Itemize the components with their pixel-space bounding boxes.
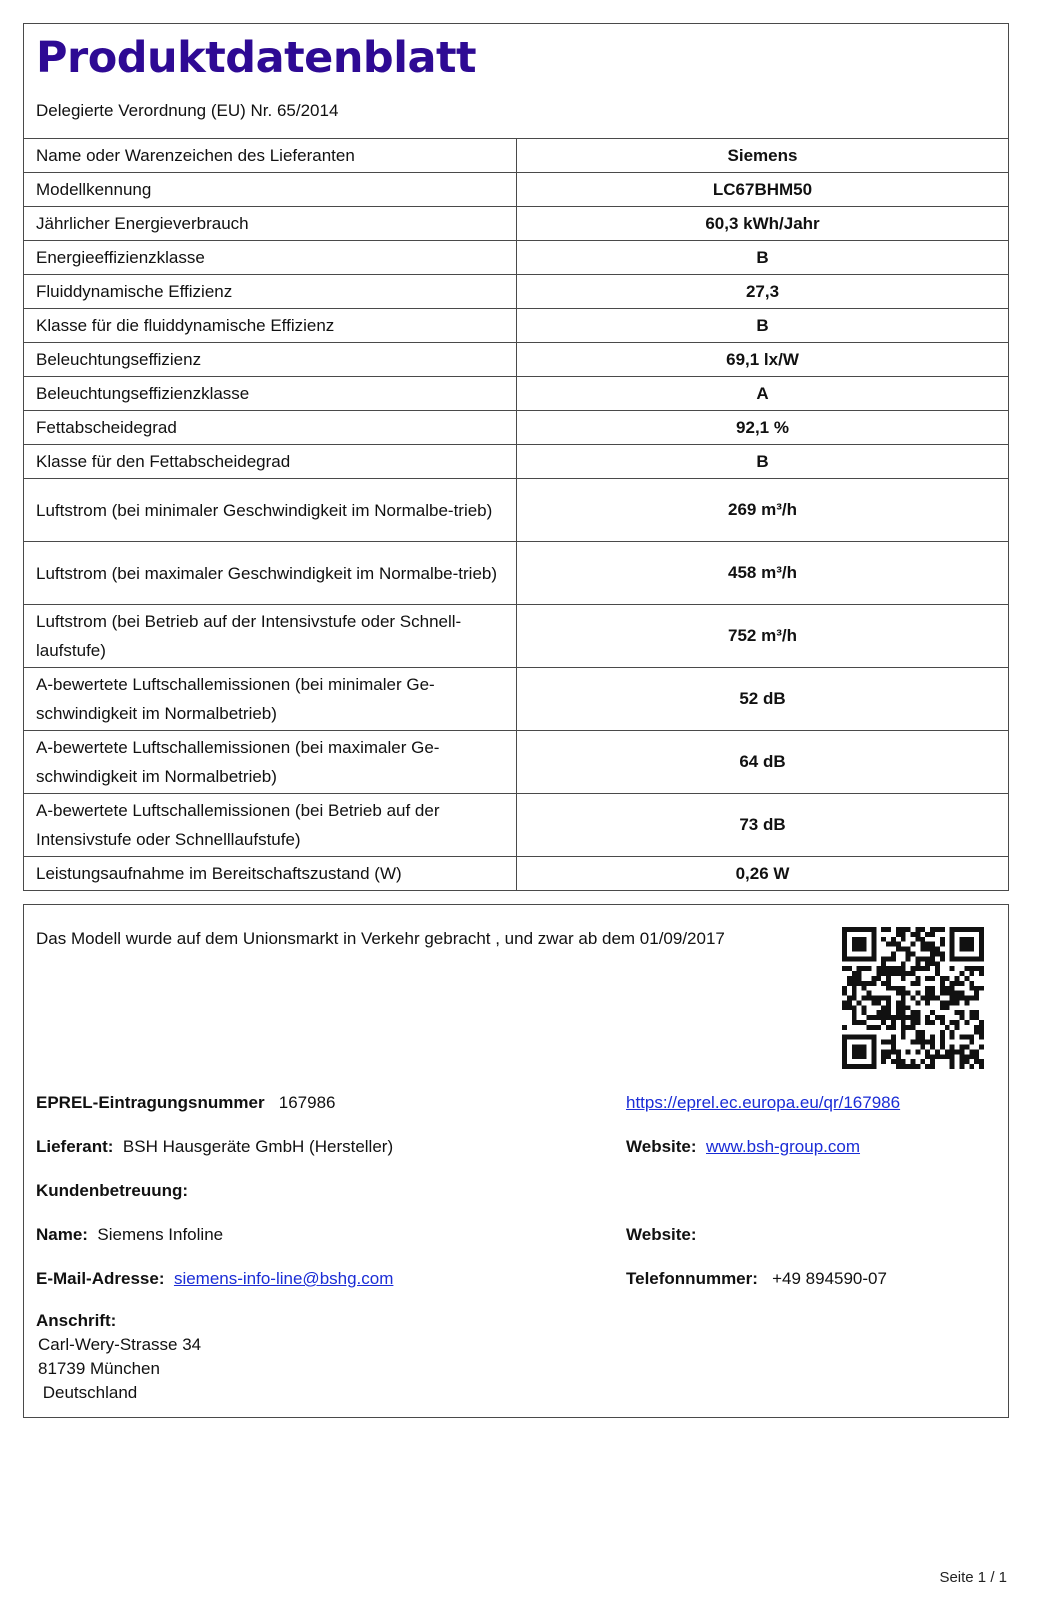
- spec-value: 92,1 %: [517, 411, 1009, 445]
- spec-value: A: [517, 377, 1009, 411]
- email-label: E-Mail-Adresse:: [36, 1269, 165, 1288]
- spec-row: [24, 139, 1008, 173]
- market-date-text: Das Modell wurde auf dem Unionsmarkt in Verkehr gebracht , und zwar ab dem 01/09/2017: [36, 929, 725, 948]
- spec-label: Klasse für die fluiddynamische Effizienz: [24, 309, 517, 343]
- spec-value: 752 m³/h: [517, 605, 1009, 668]
- product-datasheet-panel: [23, 23, 1009, 891]
- spec-value: 52 dB: [517, 668, 1009, 731]
- spec-value: 269 m³/h: [517, 479, 1009, 542]
- qr-code-icon[interactable]: [842, 927, 984, 1069]
- cs-website-row: [626, 1225, 697, 1245]
- spec-value: 73 dB: [517, 794, 1009, 857]
- cs-name-label: Name:: [36, 1225, 88, 1244]
- website-label: Website:: [626, 1137, 697, 1156]
- eprel-number: 167986: [278, 1093, 336, 1112]
- supplier-row: [36, 1137, 393, 1157]
- spec-row: [24, 343, 1008, 377]
- spec-label: A-bewertete Luftschallemissionen (bei maximaler Ge-schwindigkeit im Normalbetrieb): [24, 731, 517, 794]
- eprel-url-row: [626, 1093, 900, 1113]
- customer-service-heading: [36, 1181, 188, 1201]
- website-link[interactable]: www.bsh-group.com: [706, 1137, 861, 1156]
- spec-row: [24, 857, 1008, 891]
- address-line: Carl-Wery-Strasse 34: [38, 1335, 202, 1354]
- spec-label: Leistungsaufnahme im Bereitschaftszustand (W): [24, 857, 517, 891]
- spec-row: [24, 479, 1008, 542]
- spec-label: Fluiddynamische Effizienz: [24, 275, 517, 309]
- spec-value: 60,3 kWh/Jahr: [517, 207, 1009, 241]
- spec-label: Beleuchtungseffizienzklasse: [24, 377, 517, 411]
- phone-value: +49 894590-07: [772, 1269, 887, 1288]
- spec-label: Luftstrom (bei Betrieb auf der Intensivstufe oder Schnell-laufstufe): [24, 605, 517, 668]
- spec-label: Energieeffizienzklasse: [24, 241, 517, 275]
- spec-row: [24, 542, 1008, 605]
- spec-value: 458 m³/h: [517, 542, 1009, 605]
- spec-row: [24, 309, 1008, 343]
- spec-row: [24, 445, 1008, 479]
- spec-label: Beleuchtungseffizienz: [24, 343, 517, 377]
- spec-label: Klasse für den Fettabscheidegrad: [24, 445, 517, 479]
- website-row: [626, 1137, 860, 1157]
- phone-label: Telefonnummer:: [626, 1269, 758, 1288]
- address-line: 81739 München: [38, 1359, 160, 1378]
- cs-name-value: Siemens Infoline: [97, 1225, 224, 1244]
- address-block: [36, 1309, 201, 1405]
- phone-row: [626, 1269, 887, 1289]
- address-line: Deutschland: [38, 1383, 138, 1402]
- customer-service-label: Kundenbetreuung:: [36, 1181, 189, 1200]
- regulation-subtitle: Delegierte Verordnung (EU) Nr. 65/2014: [36, 101, 339, 120]
- spec-label: Name oder Warenzeichen des Lieferanten: [24, 139, 517, 173]
- spec-label: Luftstrom (bei minimaler Geschwindigkeit im Normalbe-trieb): [24, 479, 517, 542]
- spec-label: Luftstrom (bei maximaler Geschwindigkeit im Normalbe-trieb): [24, 542, 517, 605]
- spec-label: Modellkennung: [24, 173, 517, 207]
- spec-label: Fettabscheidegrad: [24, 411, 517, 445]
- spec-table: [24, 138, 1008, 891]
- spec-value: B: [517, 241, 1009, 275]
- spec-label: Jährlicher Energieverbrauch: [24, 207, 517, 241]
- cs-website-label: Website:: [626, 1225, 697, 1244]
- page-title: Produktdatenblatt: [36, 33, 477, 83]
- spec-label: A-bewertete Luftschallemissionen (bei minimaler Ge-schwindigkeit im Normalbetrieb): [24, 668, 517, 731]
- spec-row: [24, 668, 1008, 731]
- spec-value: 64 dB: [517, 731, 1009, 794]
- spec-row: [24, 411, 1008, 445]
- address-label: Anschrift:: [36, 1311, 117, 1330]
- spec-label: A-bewertete Luftschallemissionen (bei Betrieb auf der Intensivstufe oder Schnelllaufstufe): [24, 794, 517, 857]
- email-link[interactable]: siemens-info-line@bshg.com: [173, 1269, 394, 1288]
- spec-value: LC67BHM50: [517, 173, 1009, 207]
- eprel-url-link[interactable]: https://eprel.ec.europa.eu/qr/167986: [626, 1093, 901, 1112]
- spec-row: [24, 377, 1008, 411]
- email-row: [36, 1269, 393, 1289]
- spec-value: Siemens: [517, 139, 1009, 173]
- spec-value: 27,3: [517, 275, 1009, 309]
- eprel-label: EPREL-Eintragungsnummer: [36, 1093, 265, 1112]
- supplier-label: Lieferant:: [36, 1137, 114, 1156]
- spec-row: [24, 275, 1008, 309]
- spec-row: [24, 173, 1008, 207]
- spec-row: [24, 794, 1008, 857]
- spec-value: B: [517, 445, 1009, 479]
- spec-value: 69,1 lx/W: [517, 343, 1009, 377]
- page-number: Seite 1 / 1: [939, 1569, 1007, 1586]
- spec-row: [24, 731, 1008, 794]
- supplier-value: BSH Hausgeräte GmbH (Hersteller): [122, 1137, 394, 1156]
- spec-row: [24, 207, 1008, 241]
- spec-row: [24, 605, 1008, 668]
- info-panel: [23, 904, 1009, 1418]
- spec-value: 0,26 W: [517, 857, 1009, 891]
- spec-value: B: [517, 309, 1009, 343]
- eprel-row: [36, 1093, 336, 1113]
- spec-row: [24, 241, 1008, 275]
- cs-name-row: [36, 1225, 223, 1245]
